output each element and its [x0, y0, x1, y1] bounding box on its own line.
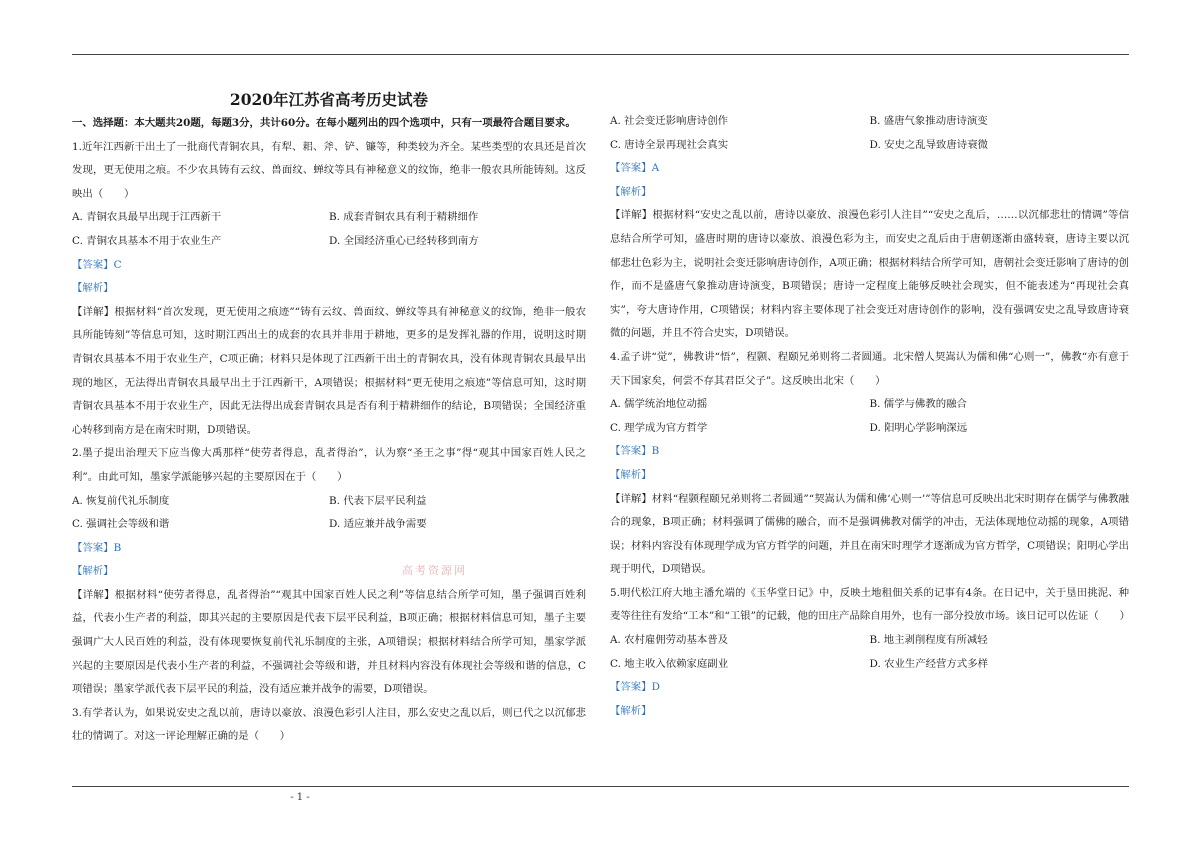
- question-2-stem: 2.墨子提出治理天下应当像大禹那样“使劳者得息，乱者得治”，认为察“圣王之事”得“观其中国家百姓人民之利”。由此可知，墨家学派能够兴起的主要原因在于（ ）: [72, 447, 586, 483]
- question-5-options: [610, 629, 1129, 676]
- option-a: A. 儒学统治地位动摇: [610, 398, 708, 411]
- header-rule: [72, 54, 1129, 55]
- analysis-label: 【解析】: [72, 565, 114, 578]
- question-4-stem: 4.孟子讲“觉”，佛教讲“悟”，程颢、程颐兄弟则将二者圆通。北宋僧人契嵩认为儒和佛“心则一”，佛教“亦有意于天下国家矣，何尝不存其君臣父子”。这反映出北宋（ ）: [610, 350, 1129, 387]
- detail-label: 【详解】: [610, 209, 653, 222]
- option-b: B. 成套青铜农具有利于精耕细作: [329, 211, 479, 224]
- analysis-label: 【解析】: [610, 185, 652, 198]
- option-d: D. 农业生产经营方式多样: [869, 657, 988, 670]
- option-a: A. 农村雇佣劳动基本普及: [610, 634, 729, 647]
- option-c: C. 强调社会等级和谐: [72, 518, 170, 531]
- answer-value: B: [113, 541, 122, 554]
- detail-text: 根据材料“首次发现，更无使用之痕迹”“铸有云纹、兽面纹、蝉纹等具有神秘意义的纹饰，绝非一般农具所能铸刻”等信息可知，这时期江西出土的成套的农具并非用于耕地，更多的是发挥礼器的作用，说明这时期青铜农具基本不用于农业生产，C项正确；材料只是体现了江西新干出土的青铜农具，没有体现青铜农具最早出现的地区，无法得出青铜农具最早出土于江西新干，A项错误；根据材料“更无使用之痕迹”等信息可知，这时期青铜农具基本不用于农业生产，因此无法得出成套青铜农具是否有利于精耕细作的结论，B项错误；全国经济重心转移到南方是在南宋时期，D项错误。: [72, 305, 586, 436]
- analysis-label: 【解析】: [72, 282, 114, 295]
- answer-label: 【答案】: [610, 162, 652, 175]
- detail-label: 【详解】: [610, 492, 652, 505]
- option-d: D. 阳明心学影响深远: [869, 421, 968, 434]
- page-number: - 1 -: [290, 792, 310, 803]
- detail-label: 【详解】: [72, 305, 115, 318]
- option-b: B. 儒学与佛教的融合: [869, 398, 967, 411]
- answer-label: 【答案】: [610, 445, 652, 458]
- question-2-detail: [72, 584, 586, 702]
- section-heading: 一、选择题：本大题共20题，每题3分，共计60分。在每小题列出的四个选项中，只有一项最符合题目要求。: [72, 117, 576, 129]
- question-4-options: [610, 393, 1129, 440]
- option-c: C. 理学成为官方哲学: [610, 421, 708, 434]
- option-d: D. 安史之乱导致唐诗衰微: [869, 138, 988, 151]
- analysis-label: 【解析】: [610, 704, 652, 717]
- page-title: 2020年江苏省高考历史试卷: [229, 90, 429, 109]
- answer-value: D: [651, 681, 660, 694]
- watermark: 高考资源网: [402, 564, 467, 577]
- detail-text: 根据材料“安史之乱以前，唐诗以豪放、浪漫色彩引人注目”“安史之乱后，……以沉郁悲壮的情调”等信息结合所学可知，盛唐时期的唐诗以豪放、浪漫色彩为主，而安史之乱后由于唐朝逐渐由盛转衰，唐诗主要以沉郁悲壮色彩为主，说明社会变迁影响唐诗创作，A项正确；根据材料结合所学可知，唐朝社会变迁影响了唐诗的创作，而不是盛唐气象推动唐诗演变，B项错误；唐诗一定程度上能够反映社会现实，但不能表述为“再现社会真实”，夸大唐诗作用，C项错误；材料内容主要体现了社会变迁对唐诗创作的影响，没有强调安史之乱导致唐诗衰微的问题，并且不符合史实，D项错误。: [610, 209, 1130, 340]
- answer-line: [72, 254, 586, 278]
- answer-label: 【答案】: [72, 541, 114, 554]
- option-b: B. 盛唐气象推动唐诗演变: [869, 115, 988, 127]
- option-d: D. 适应兼并战争需要: [329, 518, 427, 531]
- question-1-detail: [72, 301, 586, 443]
- detail-text: 材料“程颢程颐兄弟则将二者圆通”“契嵩认为儒和佛‘心则一’”等信息可反映出北宋时期存在儒学与佛教融合的现象，B项正确；材料强调了儒佛的融合，而不是强调佛教对儒学的冲击，无法体现地位动摇的现象，A项错误；材料内容没有体现理学成为官方哲学的问题，并且在南宋时理学才逐渐成为官方哲学，C项错误；阳明心学出现于明代，D项错误。: [610, 492, 1130, 576]
- answer-label: 【答案】: [72, 258, 114, 271]
- question-1-stem: 1.近年江西新干出土了一批商代青铜农具，有犁、耜、斧、铲、镰等，种类较为齐全。某些类型的农具还是首次发现，更无使用之痕。不少农具铸有云纹、兽面纹、蝉纹等具有神秘意义的纹饰，绝非一般农具所能铸刻。这反映出（ ）: [72, 140, 586, 200]
- option-b: B. 代表下层平民利益: [329, 494, 427, 507]
- question-3-detail: [610, 204, 1129, 346]
- option-a: A. 社会变迁影响唐诗创作: [610, 115, 729, 127]
- option-d: D. 全国经济重心已经转移到南方: [329, 234, 479, 247]
- answer-line: [72, 537, 586, 561]
- answer-line: [610, 157, 1129, 181]
- answer-value: A: [651, 162, 660, 175]
- analysis-label: 【解析】: [610, 468, 652, 481]
- option-c: C. 唐诗全景再现社会真实: [610, 138, 729, 151]
- option-b: B. 地主剥削程度有所减轻: [869, 634, 988, 647]
- question-5-stem: 5.明代松江府大地主潘允端的《玉华堂日记》中，反映土地租佃关系的记事有4条。在日记中，关于垦田挑泥、种麦等往往有发给“工本”和“工银”的记载，他的田庄产品除自用外，也有一部分投放市场。该日记可以佐证（ ）: [610, 586, 1130, 623]
- footer-rule: [72, 786, 1129, 787]
- question-3-stem: 3.有学者认为，如果说安史之乱以前，唐诗以豪放、浪漫色彩引人注目，那么安史之乱以后，则已代之以沉郁悲壮的情调了。对这一评论理解正确的是（ ）: [72, 706, 586, 743]
- answer-line: [610, 676, 1129, 700]
- answer-value: C: [113, 258, 122, 271]
- answer-line: [610, 440, 1129, 464]
- right-column: [610, 60, 1129, 723]
- question-2-options: [72, 490, 586, 537]
- option-c: C. 青铜农具基本不用于农业生产: [72, 234, 222, 247]
- option-a: A. 青铜农具最早出现于江西新干: [72, 211, 222, 224]
- option-a: A. 恢复前代礼乐制度: [72, 494, 170, 507]
- option-c: C. 地主收入依赖家庭副业: [610, 657, 729, 670]
- detail-text: 根据材料“使劳者得息，乱者得治”“观其中国家百姓人民之利”等信息结合所学可知，墨子强调百姓利益，代表小生产者的利益，即其兴起的主要原因是代表下层平民利益，B项正确；根据材料信息可知，墨子主要强调广大人民百姓的利益，没有体现要恢复前代礼乐制度的主张，A项错误；根据材料结合所学可知，墨家学派兴起的主要原因是代表小生产者的利益，不强调社会等级和谐，并且材料内容没有体现社会等级和谐的信息，C项错误；墨家学派代表下层平民的利益，没有适应兼并战争的需要，D项错误。: [72, 588, 586, 696]
- answer-value: B: [651, 445, 660, 458]
- question-3-options: [610, 110, 1129, 157]
- left-column: [72, 60, 586, 749]
- question-1-options: [72, 206, 586, 253]
- answer-label: 【答案】: [610, 681, 652, 694]
- detail-label: 【详解】: [72, 588, 115, 601]
- question-4-detail: [610, 488, 1129, 582]
